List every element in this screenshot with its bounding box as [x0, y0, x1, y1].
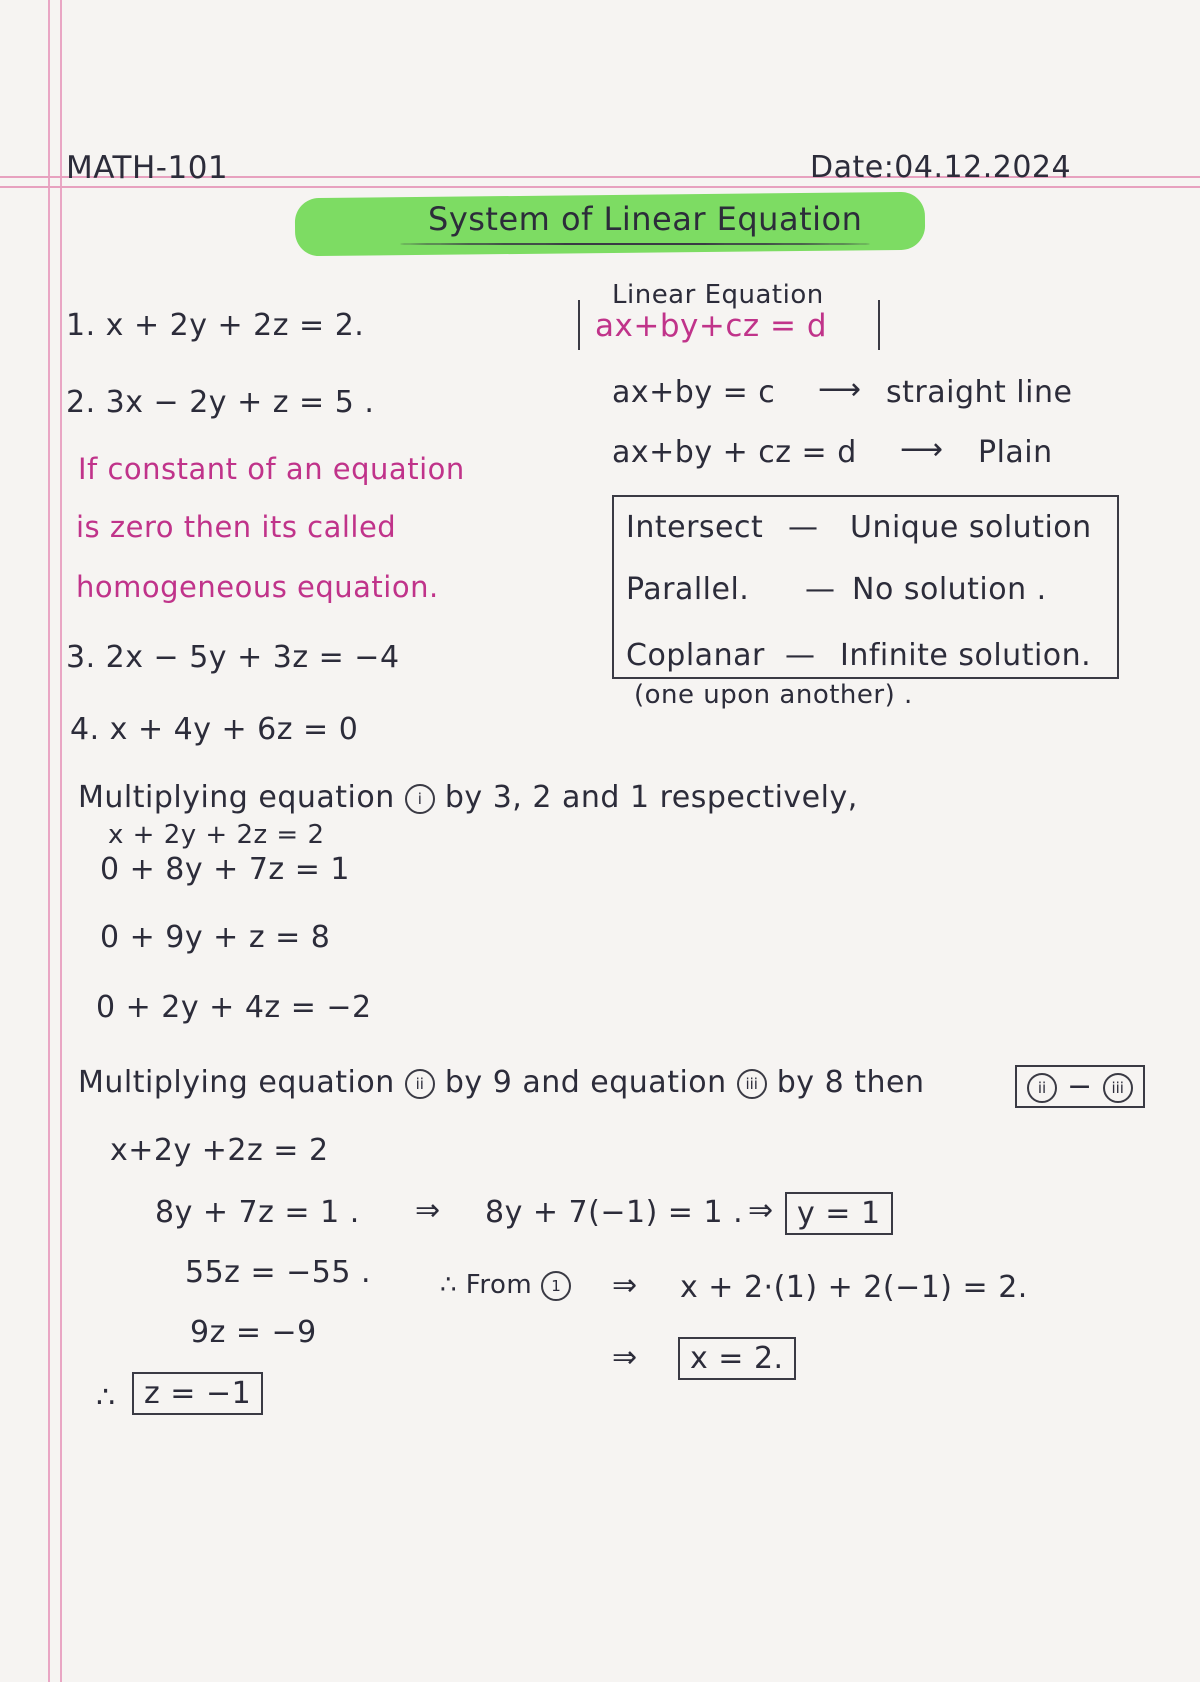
operation-box: ii − iii [1015, 1065, 1145, 1108]
note-line-1: If constant of an equation [78, 452, 465, 486]
circle-label: ii [405, 1069, 435, 1099]
coplanar-note: (one upon another) . [634, 680, 913, 710]
line-label: straight line [886, 375, 1073, 410]
equation-1: 1. x + 2y + 2z = 2. [66, 308, 365, 343]
step2-row: 8y + 7z = 1 . [155, 1195, 360, 1230]
case-coplanar: Coplanar [626, 638, 765, 673]
margin-line [60, 0, 62, 1682]
linear-eq-label: Linear Equation [612, 280, 824, 310]
step2-row: 9z = −9 [190, 1315, 317, 1350]
step1-row: x + 2y + 2z = 2 [108, 820, 325, 850]
y-result: y = 1 [785, 1192, 893, 1235]
result-none: No solution . [852, 572, 1047, 607]
step1-row: 0 + 2y + 4z = −2 [96, 990, 372, 1025]
course-code: MATH-101 [66, 150, 229, 186]
from-text: ∴ From 1 [440, 1270, 571, 1301]
arrow-icon: ⟶ [900, 432, 944, 467]
case-intersect: Intersect [626, 510, 764, 545]
equation-3: 3. 2x − 5y + 3z = −4 [66, 640, 400, 675]
circle-label: i [405, 784, 435, 814]
result-unique: Unique solution [850, 510, 1092, 545]
circle-label: iii [737, 1069, 767, 1099]
z-result: z = −1 [132, 1372, 263, 1415]
title-underline [400, 243, 870, 245]
case-dash: — [785, 638, 816, 673]
therefore-symbol: ∴ [96, 1380, 116, 1415]
circle-label: ii [1027, 1073, 1057, 1103]
page-title: System of Linear Equation [428, 200, 863, 238]
case-dash: — [805, 572, 836, 607]
date: Date:04.12.2024 [810, 150, 1072, 185]
implies-icon: ⇒ [748, 1193, 774, 1228]
step1-row: 0 + 9y + z = 8 [100, 920, 331, 955]
circle-label: 1 [541, 1271, 571, 1301]
linear-formula: ax+by+cz = d [595, 308, 827, 344]
step1-row: 0 + 8y + 7z = 1 [100, 852, 350, 887]
margin-line [48, 0, 50, 1682]
equation-2: 2. 3x − 2y + z = 5 . [66, 385, 375, 420]
equation-4: 4. x + 4y + 6z = 0 [70, 712, 359, 747]
plane-equation: ax+by + cz = d [612, 435, 857, 470]
line-equation: ax+by = c [612, 375, 776, 410]
arrow-icon: ⟶ [818, 372, 862, 407]
case-dash: — [788, 510, 819, 545]
step2-text: Multiplying equation ii by 9 and equation iii by 8 then [78, 1065, 925, 1100]
y-substitution: 8y + 7(−1) = 1 . [485, 1195, 744, 1230]
note-line-3: homogeneous equation. [76, 570, 439, 604]
case-parallel: Parallel. [626, 572, 750, 607]
step2-row: x+2y +2z = 2 [110, 1133, 329, 1168]
result-infinite: Infinite solution. [840, 638, 1092, 673]
note-line-2: is zero then its called [76, 510, 397, 544]
implies-icon: ⇒ [612, 1268, 638, 1303]
step2-row: 55z = −55 . [185, 1255, 372, 1290]
plane-label: Plain [978, 435, 1053, 470]
step1-text: Multiplying equation i by 3, 2 and 1 respectively, [78, 780, 858, 815]
x-result: x = 2. [678, 1337, 796, 1380]
header-line [0, 186, 1200, 188]
circle-label: iii [1103, 1073, 1133, 1103]
x-substitution: x + 2·(1) + 2(−1) = 2. [680, 1270, 1028, 1305]
implies-icon: ⇒ [612, 1340, 638, 1375]
implies-icon: ⇒ [415, 1193, 441, 1228]
